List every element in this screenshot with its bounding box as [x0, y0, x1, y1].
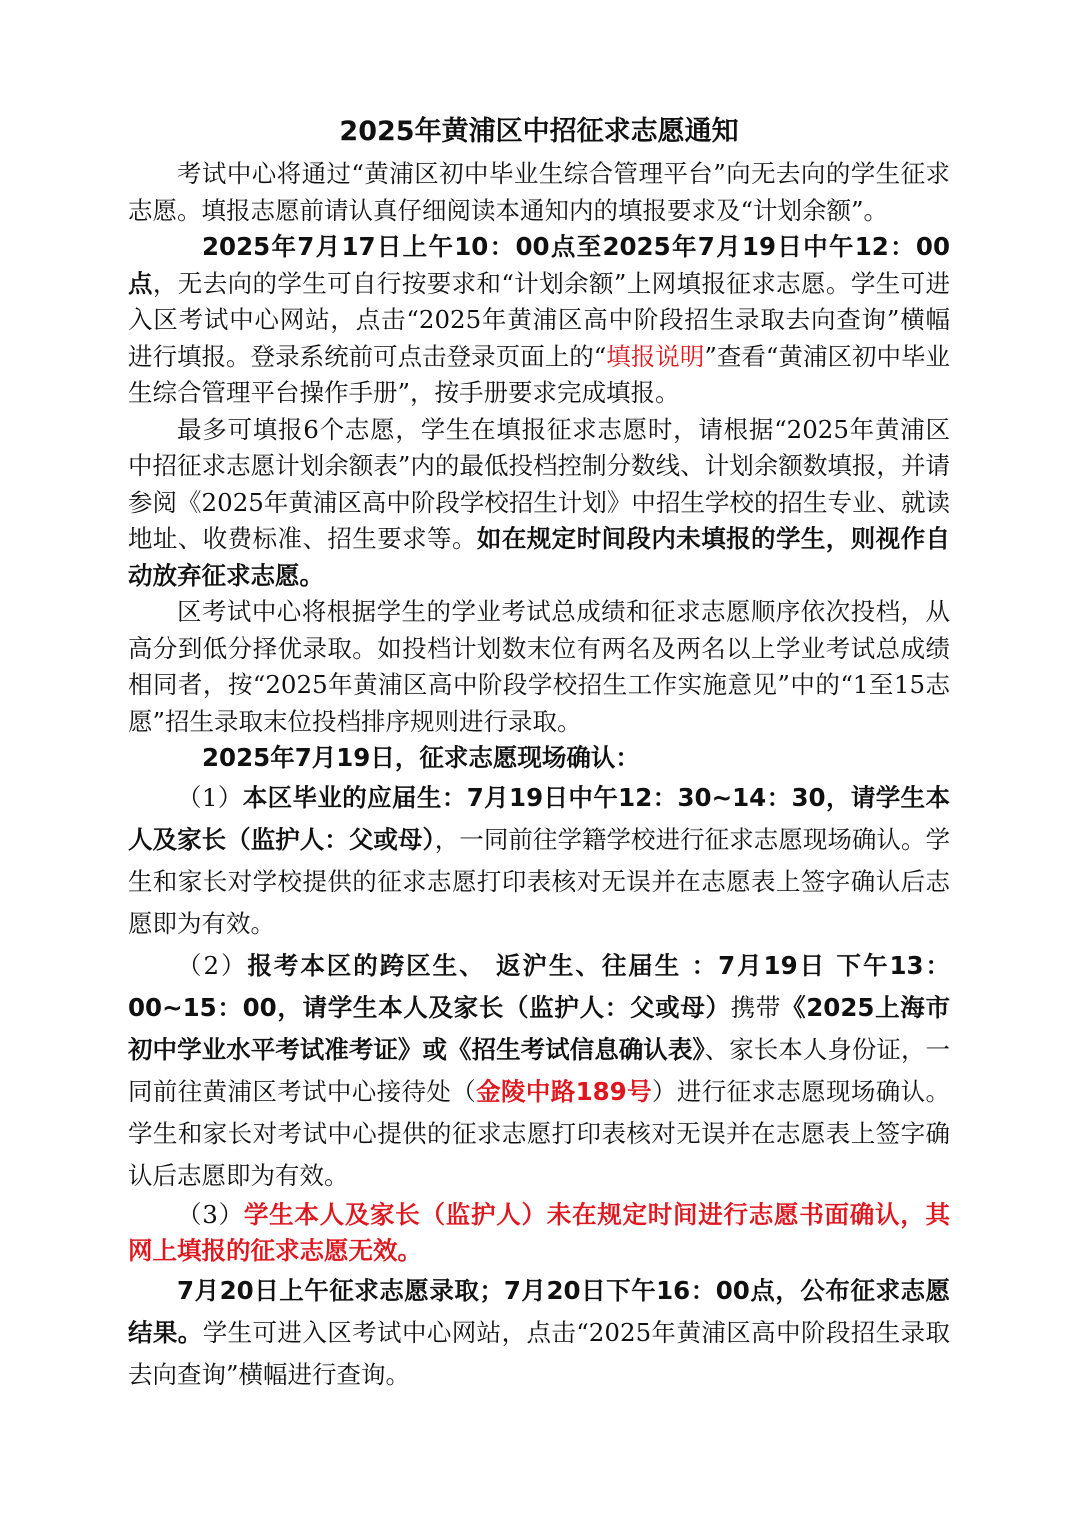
item-2-text-1: 携带 [730, 992, 782, 1022]
item-2-bold-1: 报考本区的跨区生、 返沪生、往届生 ：7月19日 下午13：00~15：00，请学生本人及家长（监护人：父或母） [128, 950, 950, 1022]
choice-limit-paragraph [128, 412, 950, 595]
filing-instructions-link[interactable]: 填报说明 [606, 341, 705, 371]
filing-period: 2025年7月17日上午10：00点至2025年7月19日中午12：00点 [128, 232, 950, 298]
onsite-item-2 [128, 945, 950, 1197]
onsite-confirmation-heading: 2025年7月19日，征求志愿现场确认： [202, 743, 640, 772]
notice-document [128, 110, 950, 1396]
results-schedule: 7月20日上午征求志愿录取；7月20日下午16：00点，公布征求志愿结果。 [128, 1275, 950, 1347]
item-2-text-2: 、家长本人身份证，一同前往黄浦区考试中心接待处（ [128, 1034, 951, 1106]
item-1-bold: 本区毕业的应届生：7月19日中午12：30~14：30，请学生本人及家长（监护人：父或母） [128, 782, 951, 854]
item-3-number: （3） [177, 1199, 244, 1229]
online-filing-paragraph [128, 229, 950, 412]
reception-address: 金陵中路189号 [476, 1076, 652, 1106]
onsite-item-1 [128, 777, 950, 945]
admission-rule-paragraph: 区考试中心将根据学生的学业考试总成绩和征求志愿顺序依次投档，从高分到低分择优录取。如投档计划数末位有两名及两名以上学业考试总成绩相同者，按“2025年黄浦区高中阶段学校招生工作实施意见”中的“1至15志愿”招生录取末位投档排序规则进行录取。 [128, 597, 950, 736]
item-3-warning: 学生本人及家长（监护人）未在规定时间进行志愿书面确认，其网上填报的征求志愿无效。 [128, 1199, 950, 1265]
onsite-item-3 [128, 1197, 950, 1270]
item-2-text-3: ）进行征求志愿现场确认。学生和家长对考试中心提供的征求志愿打印表核对无误并在志愿表上签字确认后志愿即为有效。 [128, 1076, 950, 1190]
item-1-text: ，一同前往学籍学校进行征求志愿现场确认。学生和家长对学校提供的征求志愿打印表核对无误并在志愿表上签字确认后志愿即为有效。 [128, 824, 951, 938]
item-2-bold-2: 《2025上海市初中学业水平考试准考证》或《招生考试信息确认表》 [128, 992, 950, 1064]
page-title: 2025年黄浦区中招征求志愿通知 [339, 116, 739, 147]
intro-paragraph: 考试中心将通过“黄浦区初中毕业生综合管理平台”向无去向的学生征求志愿。填报志愿前请认真仔细阅读本通知内的填报要求及“计划余额”。 [128, 159, 950, 225]
item-2-number: （2） [177, 950, 248, 980]
results-paragraph [128, 1270, 950, 1396]
choice-limit-text: 最多可填报6个志愿，学生在填报征求志愿时，请根据“2025年黄浦区中招征求志愿计划余额表”内的最低投档控制分数线、计划余额数填报，并请参阅《2025年黄浦区高中阶段学校招生计划》中招生学校的招生专业、就读地址、收费标准、招生要求等。 [128, 414, 950, 553]
filing-text-2: ”查看“黄浦区初中毕业生综合管理平台操作手册”，按手册要求完成填报。 [128, 341, 950, 407]
filing-text-1: ，无去向的学生可自行按要求和“计划余额”上网填报征求志愿。学生可进入区考试中心网站，点击“2025年黄浦区高中阶段招生录取去向查询”横幅进行填报。登录系统前可点击登录页面上的“ [128, 268, 950, 371]
item-1-number: （1） [177, 782, 243, 812]
auto-forfeit-warning: 如在规定时间段内未填报的学生，则视作自动放弃征求志愿。 [128, 524, 950, 590]
results-text: 学生可进入区考试中心网站，点击“2025年黄浦区高中阶段招生录取去向查询”横幅进行查询。 [128, 1317, 951, 1389]
